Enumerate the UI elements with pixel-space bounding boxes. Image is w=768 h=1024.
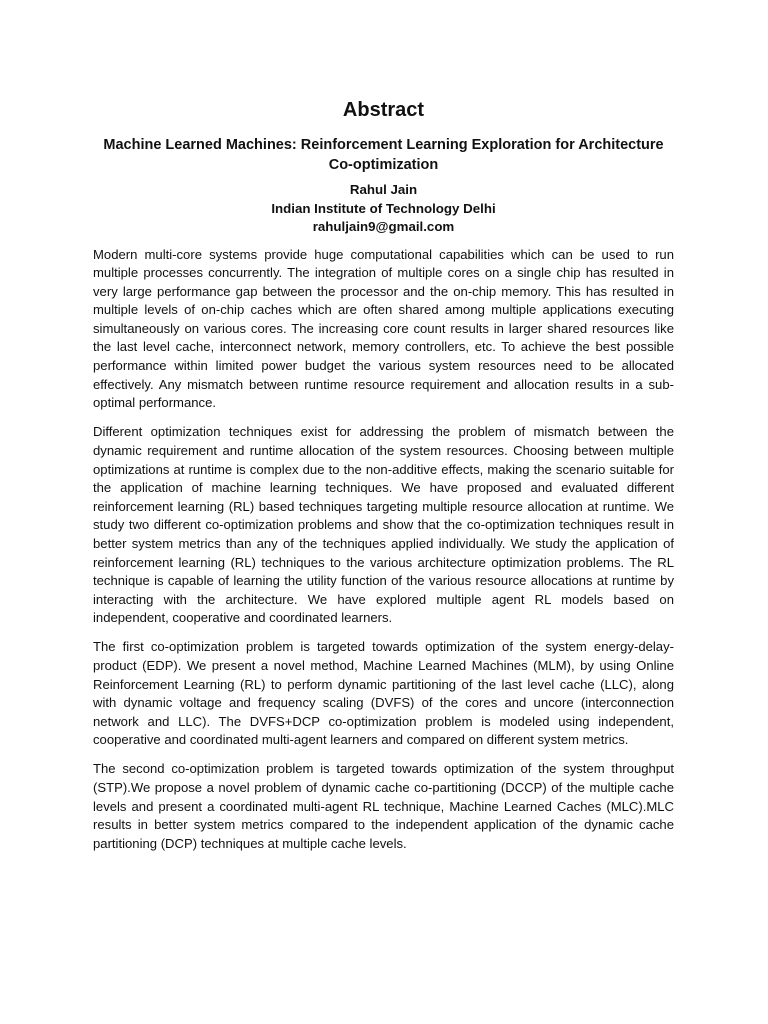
abstract-paragraph-1: Modern multi-core systems provide huge computational capabilities which can be used to run multiple processes concurrently. The integration of multiple cores on a single chip has resulted in very large performance gap between the processor and the on-chip memory. This has resulted in multiple levels of on-chip caches which are often shared among multiple applications executing simultaneously on various cores. The increasing core count results in larger shared resources like the last level cache, interconnect network, memory controllers, etc. To achieve the best possible performance within limited power budget the various system resources need to be allocated effectively. Any mismatch between runtime resource requirement and allocation results in a sub-optimal performance. [93, 246, 674, 411]
author-name: Rahul Jain [349, 182, 418, 197]
author-affiliation: Indian Institute of Technology Delhi [271, 200, 496, 216]
abstract-page [93, 96, 674, 864]
author-block [93, 181, 674, 237]
abstract-paragraph-2: Different optimization techniques exist for addressing the problem of mismatch between the dynamic requirement and runtime allocation of the system resources. Choosing between multiple optimizations at runtime is complex due to the non-additive effects, making the scenario suitable for the application of machine learning techniques. We have proposed and evaluated different reinforcement learning (RL) based techniques targeting multiple resource allocation at runtime. We study two different co-optimization problems and show that the co-optimization techniques result in better system metrics than any of the techniques applied individually. We study the application of reinforcement learning (RL) techniques to the various architecture optimization problems. The RL technique is capable of learning the utility function of the various resource allocations at runtime by interacting with the architecture. We have explored multiple agent RL models based on independent, cooperative and coordinated learners. [93, 424, 674, 626]
abstract-paragraph-3: The first co-optimization problem is targeted towards optimization of the system energy-delay-product (EDP). We present a novel method, Machine Learned Machines (MLM), by using Online Reinforcement Learning (RL) to perform dynamic partitioning of the last level cache (LLC), along with dynamic voltage and frequency scaling (DVFS) of the cores and uncore (interconnection network and LLC). The DVFS+DCP co-optimization problem is modeled using independent, cooperative and coordinated multi-agent learners and compared on different system metrics. [93, 639, 674, 748]
author-email: rahuljain9@gmail.com [312, 219, 455, 234]
abstract-paragraph-4: The second co-optimization problem is targeted towards optimization of the system throughput (STP).We propose a novel problem of dynamic cache co-partitioning (DCCP) of the multiple cache levels and present a coordinated multi-agent RL technique, Machine Learned Caches (MLC).MLC results in better system metrics compared to the independent application of the dynamic cache partitioning (DCP) techniques at multiple cache levels. [93, 761, 674, 851]
paper-title: Machine Learned Machines: Reinforcement Learning Exploration for Architecture Co-optimization [103, 137, 664, 173]
abstract-heading: Abstract [342, 99, 425, 121]
